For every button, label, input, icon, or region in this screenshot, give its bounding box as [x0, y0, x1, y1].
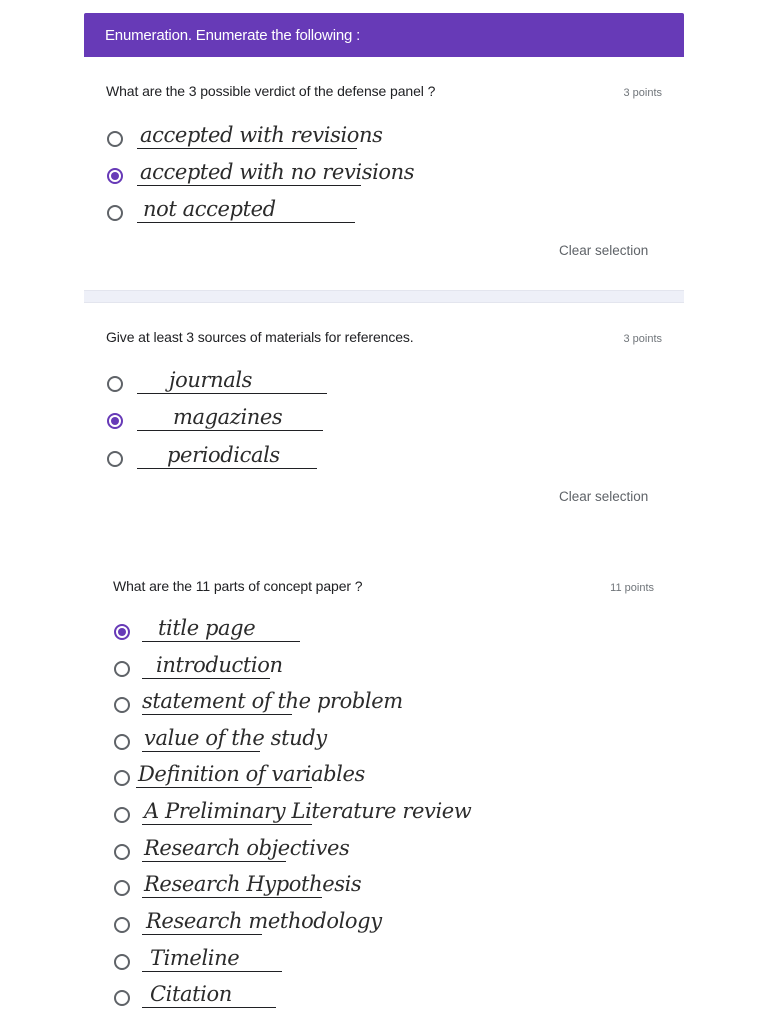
section-divider [84, 290, 684, 303]
radio-button[interactable] [107, 205, 123, 221]
radio-button[interactable] [107, 376, 123, 392]
question-1-title: What are the 3 possible verdict of the defense panel ? [106, 83, 436, 99]
form-section-header [84, 13, 684, 57]
answer-blank-line [137, 222, 355, 223]
answer-blank-line [137, 393, 327, 394]
answer-blank-line [142, 1007, 276, 1008]
handwritten-answer: introduction [156, 653, 283, 677]
question-1-points: 3 points [623, 87, 662, 99]
answer-blank-line [142, 714, 292, 715]
radio-button[interactable] [114, 661, 130, 677]
handwritten-answer: journals [169, 368, 253, 392]
handwritten-answer: A Preliminary Literature review [144, 799, 472, 823]
radio-button[interactable] [114, 880, 130, 896]
answer-blank-line [142, 897, 322, 898]
radio-button[interactable] [114, 697, 130, 713]
radio-button[interactable] [114, 807, 130, 823]
clear-selection-button[interactable]: Clear selection [559, 243, 649, 258]
handwritten-answer: statement of the problem [142, 689, 403, 713]
radio-button[interactable] [114, 734, 130, 750]
answer-blank-line [137, 430, 323, 431]
answer-blank-line [142, 641, 300, 642]
question-3-points: 11 points [610, 582, 654, 594]
question-2-title: Give at least 3 sources of materials for references. [106, 329, 414, 345]
answer-blank-line [142, 678, 270, 679]
question-2-points: 3 points [623, 333, 662, 345]
handwritten-answer: Definition of variables [138, 762, 365, 786]
handwritten-answer: accepted with revisions [140, 123, 383, 147]
handwritten-answer: Timeline [150, 946, 240, 970]
section-title: Enumeration. Enumerate the following : [105, 26, 361, 44]
answer-blank-line [142, 861, 286, 862]
radio-button[interactable] [114, 917, 130, 933]
handwritten-answer: Research objectives [144, 836, 350, 860]
answer-blank-line [142, 824, 312, 825]
handwritten-answer: periodicals [167, 443, 280, 467]
handwritten-answer: accepted with no revisions [140, 160, 415, 184]
radio-button[interactable] [114, 844, 130, 860]
answer-blank-line [142, 934, 262, 935]
answer-blank-line [142, 971, 282, 972]
handwritten-answer: Citation [150, 982, 232, 1006]
radio-button[interactable] [114, 770, 130, 786]
handwritten-answer: magazines [173, 405, 283, 429]
handwritten-answer: title page [158, 616, 256, 640]
handwritten-answer: value of the study [144, 726, 327, 750]
handwritten-answer: not accepted [143, 197, 276, 221]
answer-blank-line [137, 185, 361, 186]
answer-blank-line [137, 148, 357, 149]
clear-selection-button[interactable]: Clear selection [559, 489, 649, 504]
question-3-title: What are the 11 parts of concept paper ? [113, 578, 363, 594]
answer-blank-line [136, 787, 312, 788]
radio-button-selected[interactable] [107, 413, 123, 429]
radio-button[interactable] [107, 131, 123, 147]
radio-button[interactable] [107, 451, 123, 467]
radio-button[interactable] [114, 954, 130, 970]
radio-button[interactable] [114, 990, 130, 1006]
answer-blank-line [137, 468, 317, 469]
answer-blank-line [142, 751, 260, 752]
radio-button-selected[interactable] [114, 624, 130, 640]
handwritten-answer: Research methodology [146, 909, 382, 933]
handwritten-answer: Research Hypothesis [144, 872, 362, 896]
radio-button-selected[interactable] [107, 168, 123, 184]
